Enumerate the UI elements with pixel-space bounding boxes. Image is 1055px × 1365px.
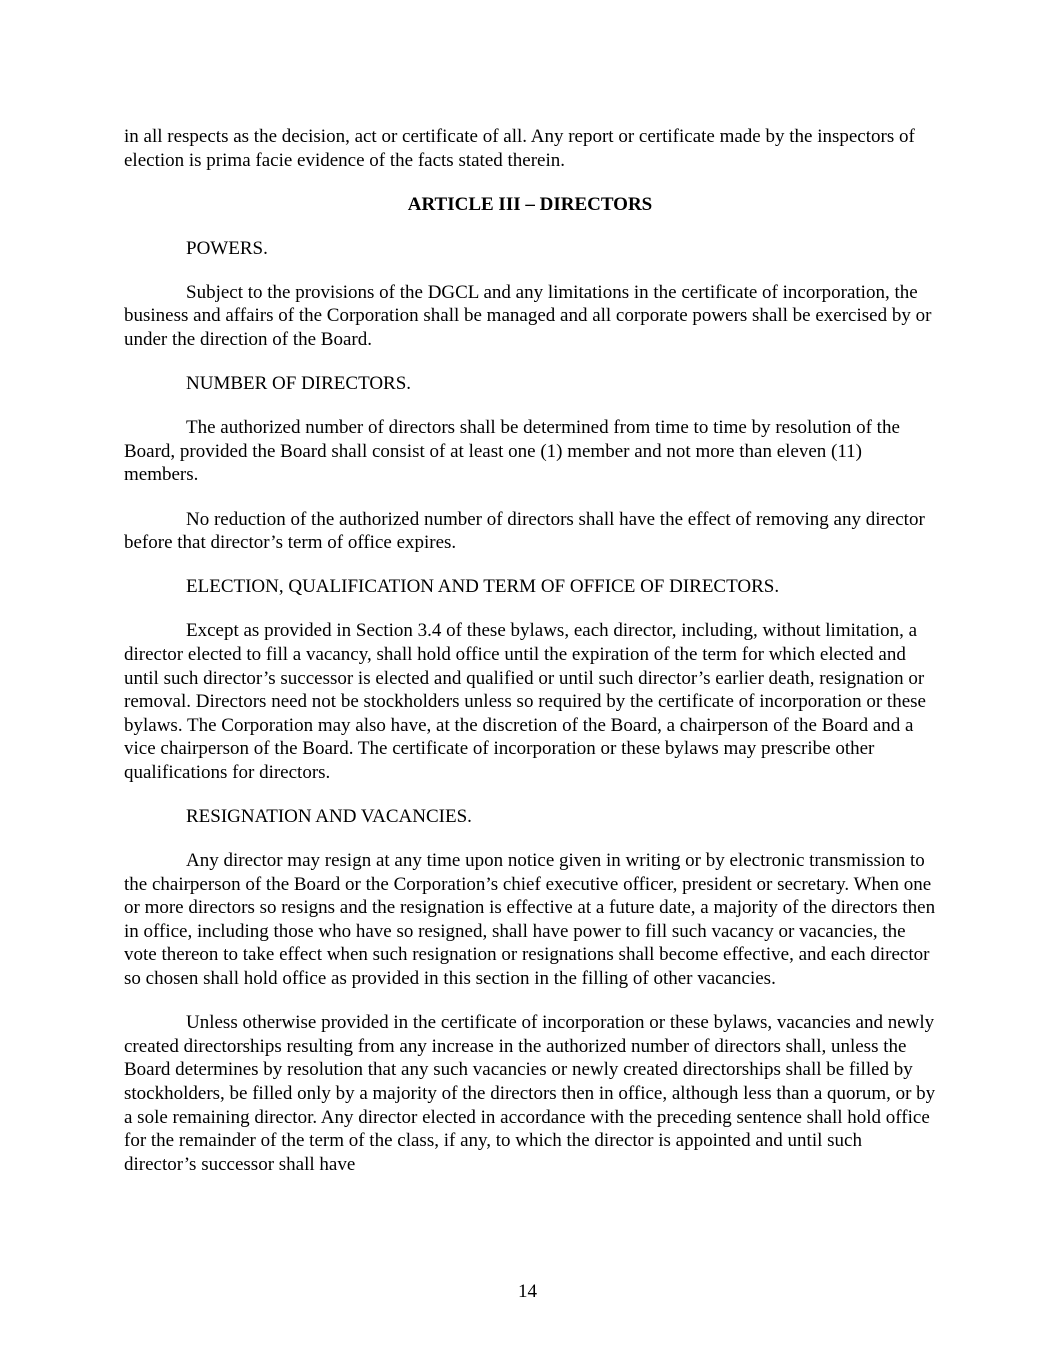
article-heading: ARTICLE III – DIRECTORS <box>407 193 653 215</box>
section-heading-election: ELECTION, QUALIFICATION AND TERM OF OFFICE OF DIRECTORS. <box>186 576 780 598</box>
paragraph-no-reduction: No reduction of the authorized number of directors shall have the effect of removing any director before that director’s term of office expires. <box>124 508 925 554</box>
section-heading-resignation: RESIGNATION AND VACANCIES. <box>186 805 472 827</box>
page-number: 14 <box>518 1281 537 1302</box>
section-heading-powers: POWERS. <box>186 237 268 259</box>
paragraph-authorized-number: The authorized number of directors shall be determined from time to time by resolution of the Board, provided the Board shall consist of at least one (1) member and not more than eleven (11) members. <box>124 417 900 486</box>
paragraph-election: Except as provided in Section 3.4 of these bylaws, each director, including, without limitation, a director elected to fill a vacancy, shall hold office until the expiration of the term for which elected and until such director’s successor is elected and qualified or until such director’s earlier death, resignation or removal. Directors need not be stockholders unless so required by the certificate of incorporation or these bylaws. The Corporation may also have, at the discretion of the Board, a chairperson of the Board and a vice chairperson of the Board. The certificate of incorporation or these bylaws may prescribe other qualifications for directors. <box>124 620 926 783</box>
paragraph-continuation: in all respects as the decision, act or certificate of all. Any report or certificate made by the inspectors of election is prima facie evidence of the facts stated therein. <box>124 126 915 171</box>
paragraph-resignation: Any director may resign at any time upon notice given in writing or by electronic transmission to the chairperson of the Board or the Corporation’s chief executive officer, president or secretary. When one or more directors so resigns and the resignation is effective at a future date, a majority of the directors then in office, including those who have so resigned, shall have power to fill such vacancy or vacancies, the vote thereon to take effect when such resignation or resignations shall become effective, and each director so chosen shall hold office as provided in this section in the filling of other vacancies. <box>124 850 936 990</box>
paragraph-vacancies: Unless otherwise provided in the certificate of incorporation or these bylaws, vacancies and newly created directorships resulting from any increase in the authorized number of directors shall, unless the Board determines by resolution that any such vacancies or newly created directorships shall be filled by stockholders, be filled only by a majority of the directors then in office, although less than a quorum, or by a sole remaining director. Any director elected in accordance with the preceding sentence shall hold office for the remainder of the term of the class, if any, to which the director is appointed and until such director’s successor shall have <box>124 1012 936 1175</box>
section-heading-number-of-directors: NUMBER OF DIRECTORS. <box>186 373 412 395</box>
paragraph-powers: Subject to the provisions of the DGCL and any limitations in the certificate of incorporation, the business and affairs of the Corporation shall be managed and all corporate powers shall be exercised by or under the direction of the Board. <box>124 281 932 351</box>
document-body <box>124 125 936 1197</box>
